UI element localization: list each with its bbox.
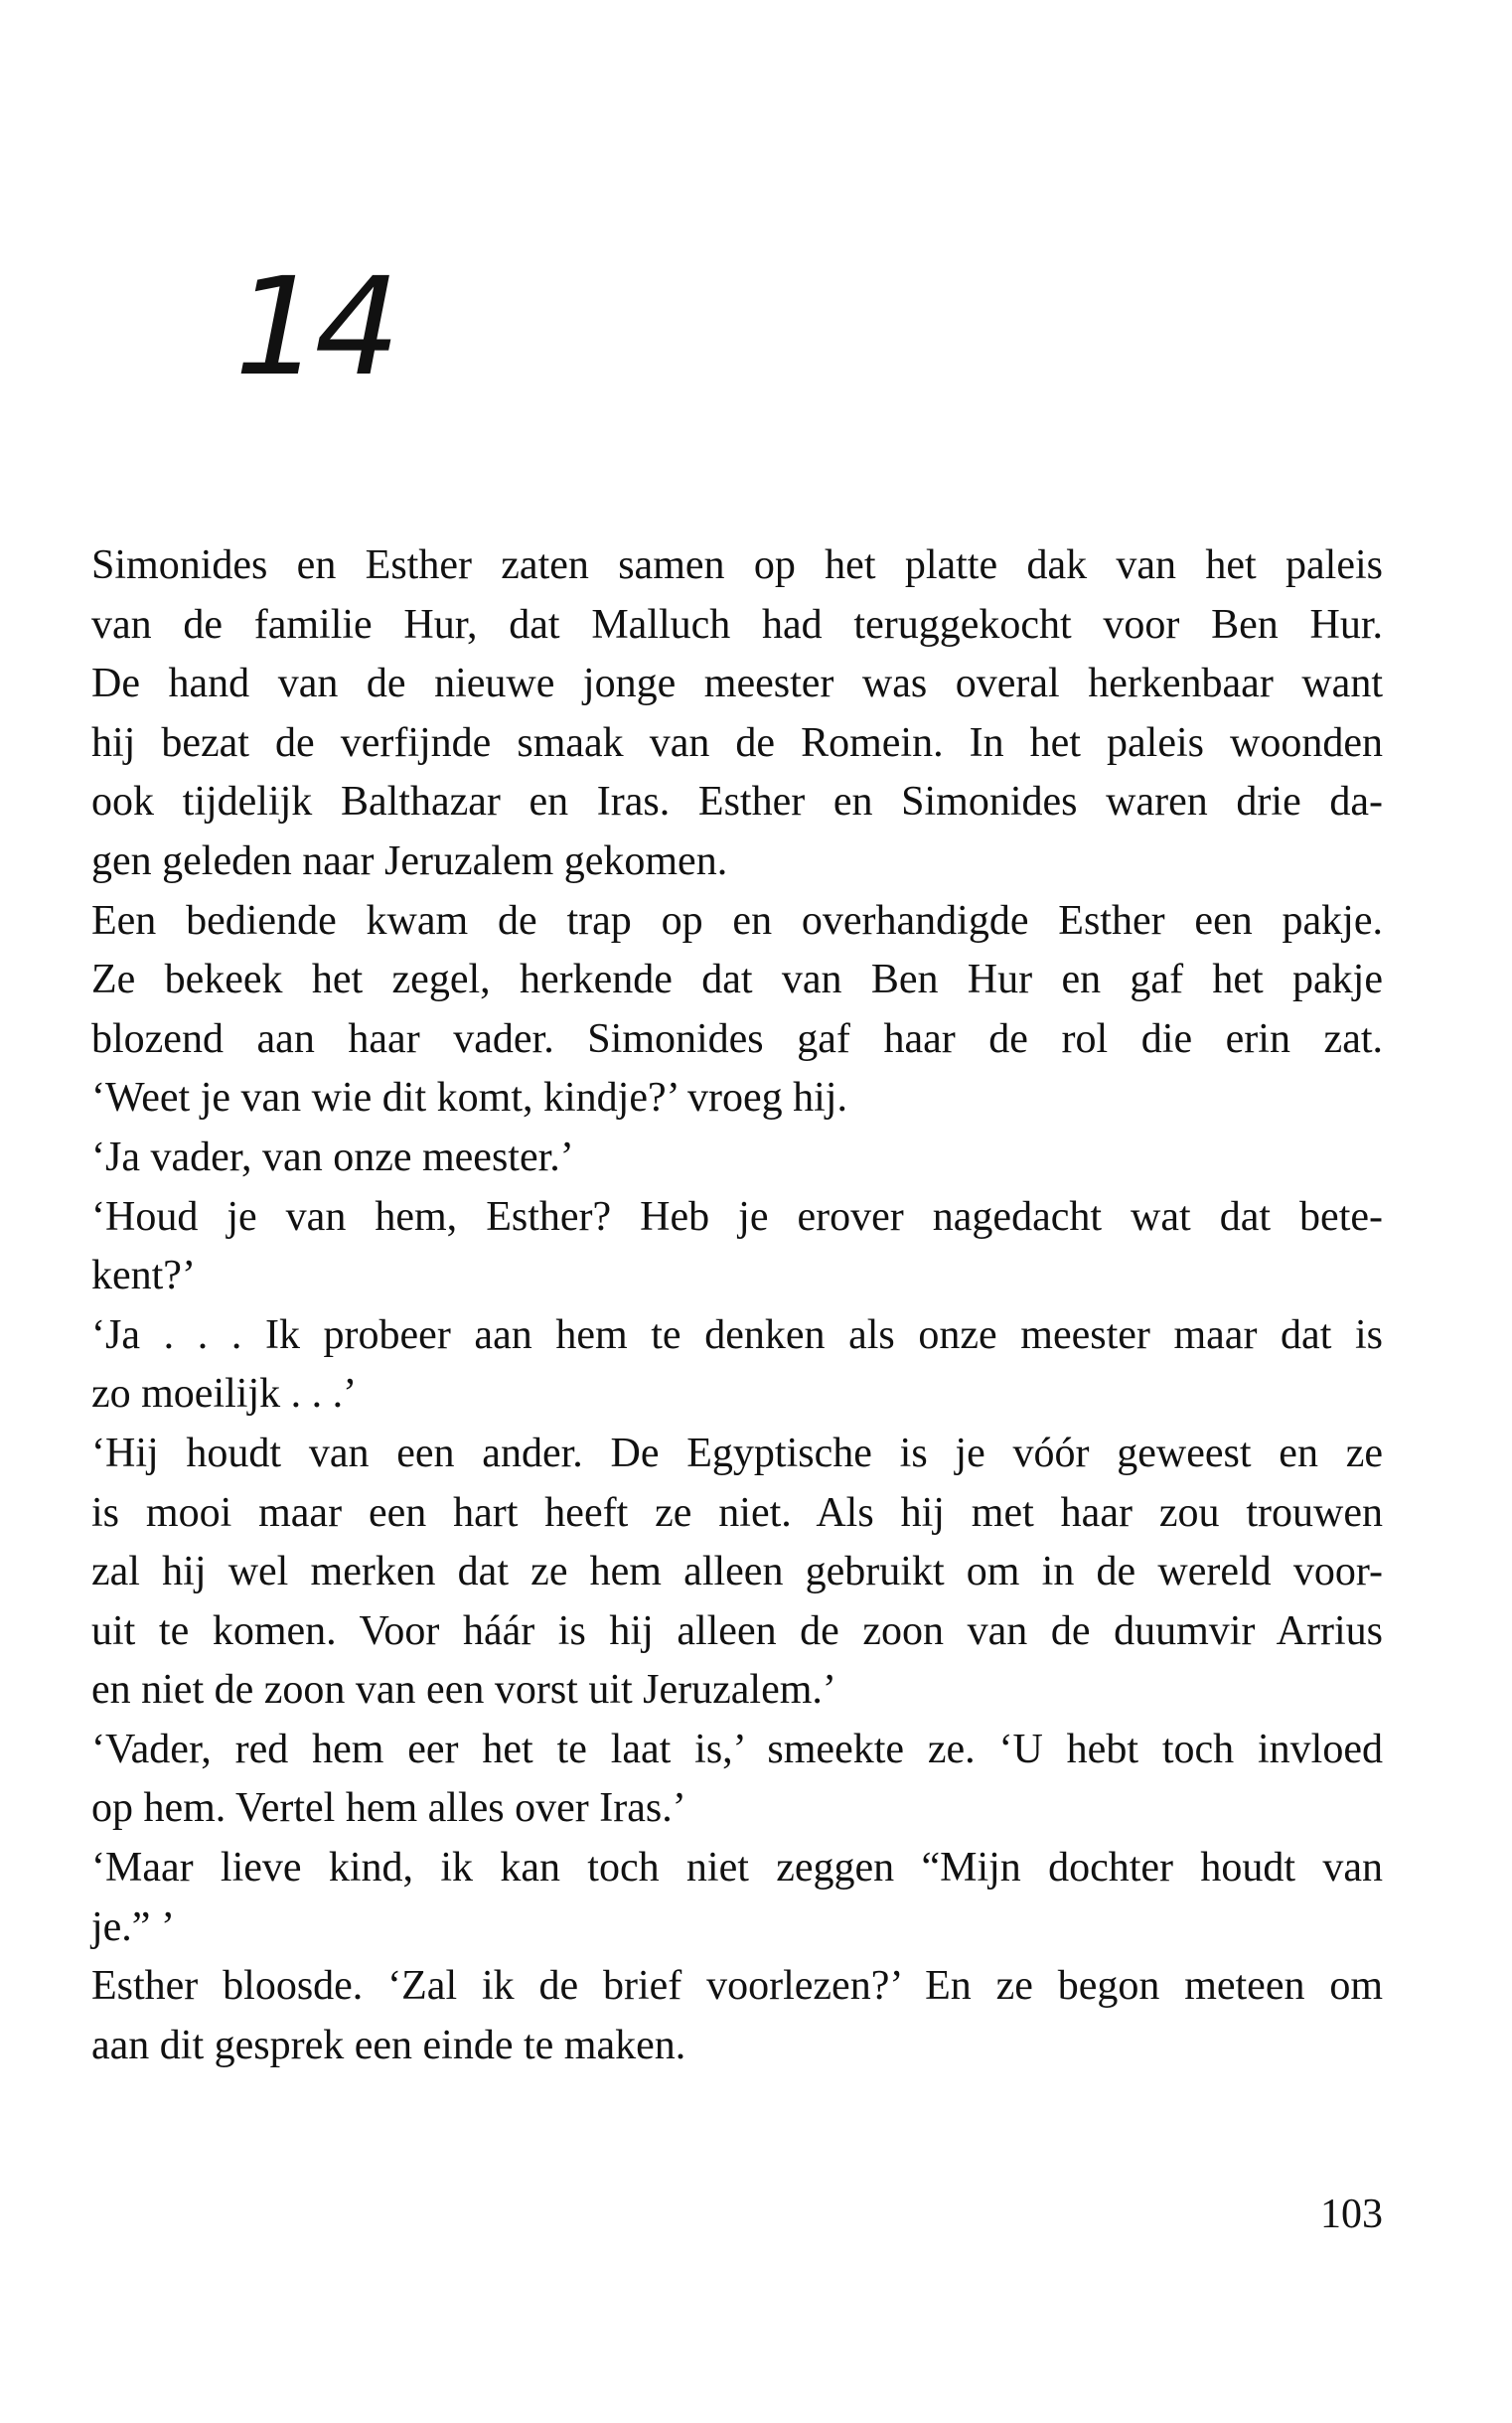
text-line: en niet de zoon van een vorst uit Jeruzalem.’ [91,1667,836,1714]
text-line: ‘Weet je van wie dit komt, kindje?’ vroeg hij. [91,1075,847,1122]
text-line: Simonides en Esther zaten samen op het platte dak van het paleis [91,542,1383,588]
text-line: hij bezat de verfijnde smaak van de Romein. In het paleis woonden [91,719,1383,766]
text-line: Esther bloosde. ‘Zal ik de brief voorlezen?’ En ze begon meteen om [91,1963,1383,2010]
text-line: blozend aan haar vader. Simonides gaf haar de rol die erin zat. [91,1015,1383,1062]
text-line: ook tijdelijk Balthazar en Iras. Esther en Simonides waren drie da- [91,779,1383,826]
text-line: ‘Maar lieve kind, ik kan toch niet zeggen “Mijn dochter houdt van [91,1845,1383,1892]
page-number: 103 [1320,2192,1383,2237]
text-line: ‘Hij houdt van een ander. De Egyptische is je vóór geweest en ze [91,1430,1383,1476]
text-line: ‘Vader, red hem eer het te laat is,’ smeekte ze. ‘U hebt toch invloed [91,1726,1383,1772]
text-line: kent?’ [91,1253,196,1299]
text-line: uit te komen. Voor háár is hij alleen de zoon van de duumvir Arrius [91,1607,1383,1654]
text-line: is mooi maar een hart heeft ze niet. Als hij met haar zou trouwen [91,1489,1383,1536]
text-line: Ze bekeek het zegel, herkende dat van Ben Hur en gaf het pakje [91,957,1383,1003]
text-line: van de familie Hur, dat Malluch had teruggekocht voor Ben Hur. [91,601,1383,648]
text-line: gen geleden naar Jeruzalem gekomen. [91,837,728,884]
text-line: De hand van de nieuwe jonge meester was overal herkenbaar want [91,661,1383,707]
text-line: ‘Houd je van hem, Esther? Heb je erover nagedacht wat dat bete- [91,1193,1383,1240]
text-line: Een bediende kwam de trap op en overhandigde Esther een pakje. [91,897,1383,944]
chapter-number: 14 [234,249,395,406]
text-line: op hem. Vertel hem alles over Iras.’ [91,1785,686,1832]
text-line: je.” ’ [91,1903,175,1950]
body-text [91,536,1383,2075]
text-line: ‘Ja . . . Ik probeer aan hem te denken als onze meester maar dat is [91,1311,1383,1358]
text-line: ‘Ja vader, van onze meester.’ [91,1134,574,1180]
text-line: zo moeilijk . . .’ [91,1371,358,1418]
text-line: zal hij wel merken dat ze hem alleen gebruikt om in de wereld voor- [91,1549,1383,1595]
text-line: aan dit gesprek een einde te maken. [91,2022,686,2068]
